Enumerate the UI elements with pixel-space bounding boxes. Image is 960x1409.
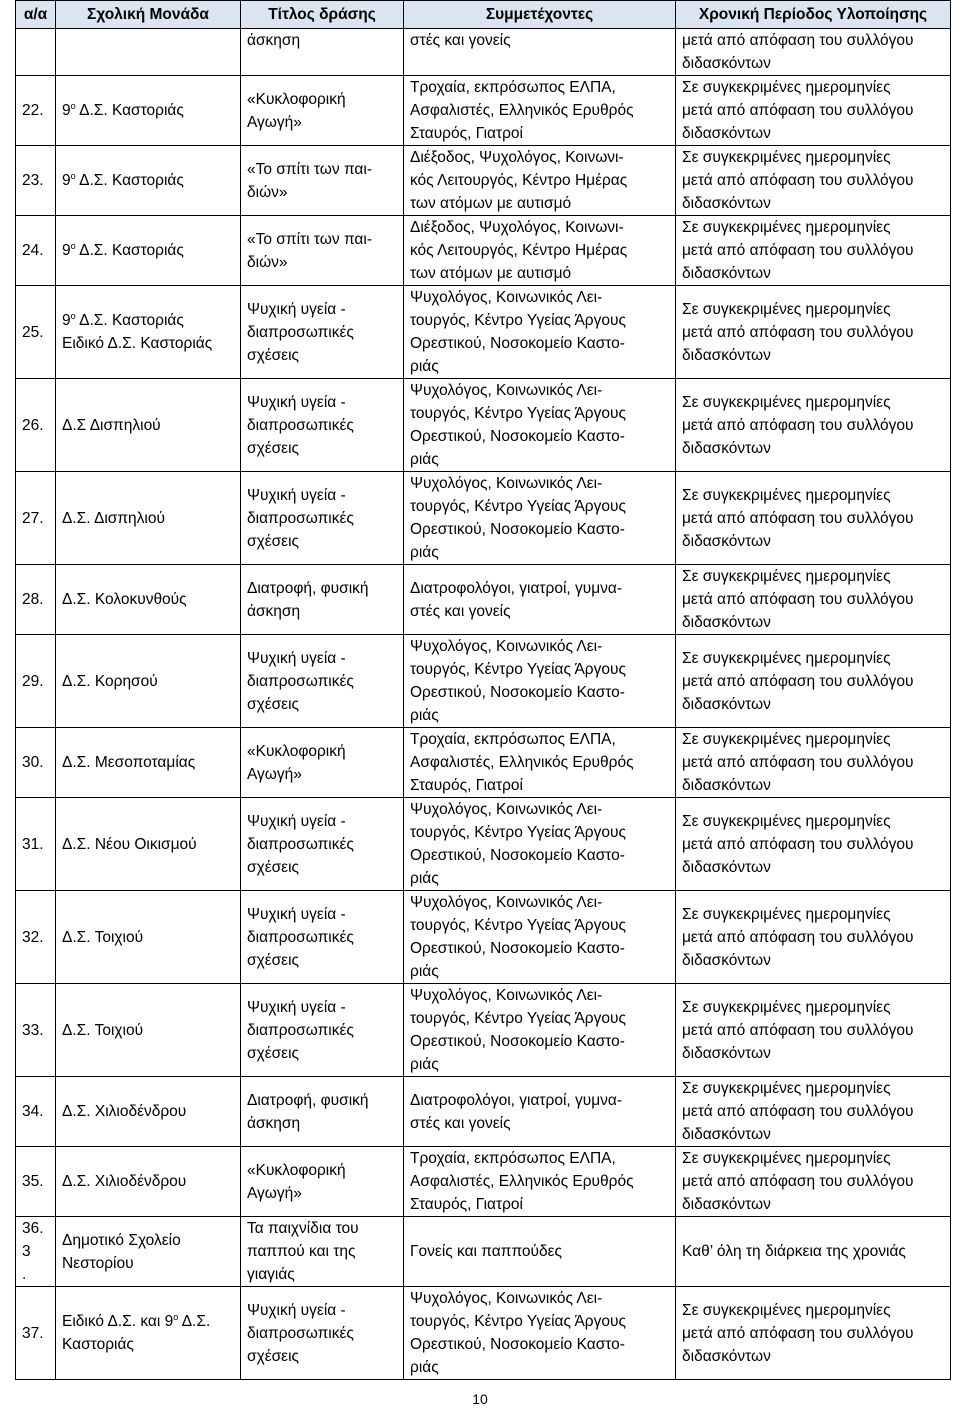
action-title: «Κυκλοφορική Αγωγή» bbox=[241, 76, 404, 146]
implementation-period: Σε συγκεκριμένες ημερομηνίες μετά από απόφαση του συλλόγου διδασκόντων bbox=[676, 379, 951, 472]
ordinal-superscript: ο bbox=[173, 1311, 179, 1322]
school-prefix: 9 bbox=[62, 172, 71, 189]
row-number: 28. bbox=[16, 565, 56, 635]
implementation-period: Σε συγκεκριμένες ημερομηνίες μετά από απόφαση του συλλόγου διδασκόντων bbox=[676, 216, 951, 286]
school-prefix: 9 bbox=[62, 242, 71, 259]
row-number: 34. bbox=[16, 1077, 56, 1147]
participants: Διατροφολόγοι, γιατροί, γυμνα- στές και γονείς bbox=[404, 565, 676, 635]
participants: Τροχαία, εκπρόσωπος ΕΛΠΑ, Ασφαλιστές, Ελληνικός Ερυθρός Σταυρός, Γιατροί bbox=[404, 728, 676, 798]
implementation-period: Σε συγκεκριμένες ημερομηνίες μετά από απόφαση του συλλόγου διδασκόντων bbox=[676, 1077, 951, 1147]
row-number: 27. bbox=[16, 472, 56, 565]
school-name bbox=[56, 1287, 241, 1380]
implementation-period: Σε συγκεκριμένες ημερομηνίες μετά από απόφαση του συλλόγου διδασκόντων bbox=[676, 1147, 951, 1217]
continuation-participants: στές και γονείς bbox=[404, 29, 676, 76]
participants: Ψυχολόγος, Κοινωνικός Λει- τουργός, Κέντρο Υγείας Άργους Ορεστικού, Νοσοκομείο Καστο- ριάς bbox=[404, 798, 676, 891]
page-number: 10 bbox=[472, 1391, 488, 1407]
row-number: 36. 3 . bbox=[16, 1217, 56, 1287]
activities-table-page bbox=[15, 0, 951, 1380]
school-label: Δ.Σ. Τοιχιού bbox=[62, 928, 144, 946]
participants: Ψυχολόγος, Κοινωνικός Λει- τουργός, Κέντρο Υγείας Άργους Ορεστικού, Νοσοκομείο Καστο- ριάς bbox=[404, 984, 676, 1077]
participants: Ψυχολόγος, Κοινωνικός Λει- τουργός, Κέντρο Υγείας Άργους Ορεστικού, Νοσοκομείο Καστο- ριάς bbox=[404, 379, 676, 472]
participants: Ψυχολόγος, Κοινωνικός Λει- τουργός, Κέντρο Υγείας Άργους Ορεστικού, Νοσοκομείο Καστο- ριάς bbox=[404, 1287, 676, 1380]
ordinal-superscript: ο bbox=[70, 240, 76, 251]
school-label: Δ.Σ. Χιλιοδένδρου bbox=[62, 1103, 187, 1120]
implementation-period: Σε συγκεκριμένες ημερομηνίες μετά από απόφαση του συλλόγου διδασκόντων bbox=[676, 635, 951, 728]
action-title: Ψυχική υγεία - διαπροσωπικές σχέσεις bbox=[241, 379, 404, 472]
school-label: Δημοτικό Σχολείο Νεστορίου bbox=[62, 1231, 181, 1272]
implementation-period: Σε συγκεκριμένες ημερομηνίες μετά από απόφαση του συλλόγου διδασκόντων bbox=[676, 146, 951, 216]
participants: Ψυχολόγος, Κοινωνικός Λει- τουργός, Κέντρο Υγείας Άργους Ορεστικού, Νοσοκομείο Καστο- ριάς bbox=[404, 472, 676, 565]
school-name bbox=[56, 1217, 241, 1287]
school-label: Δ.Σ. Καστοριάς bbox=[75, 102, 184, 119]
header-title: Τίτλος δράσης bbox=[241, 1, 404, 29]
table-row bbox=[16, 565, 951, 635]
school-name bbox=[56, 1147, 241, 1217]
table-row bbox=[16, 1077, 951, 1147]
implementation-period: Σε συγκεκριμένες ημερομηνίες μετά από απόφαση του συλλόγου διδασκόντων bbox=[676, 76, 951, 146]
header-num: α/α bbox=[16, 1, 56, 29]
school-name bbox=[56, 472, 241, 565]
implementation-period: Σε συγκεκριμένες ημερομηνίες μετά από απόφαση του συλλόγου διδασκόντων bbox=[676, 472, 951, 565]
action-title: Διατροφή, φυσική άσκηση bbox=[241, 1077, 404, 1147]
ordinal-superscript: ο bbox=[70, 170, 76, 181]
participants: Διέξοδος, Ψυχολόγος, Κοινωνι- κός Λειτουργός, Κέντρο Ημέρας των ατόμων με αυτισμό bbox=[404, 216, 676, 286]
row-number: 23. bbox=[16, 146, 56, 216]
row-number: 25. bbox=[16, 286, 56, 379]
school-label: Δ.Σ. Τοιχιού bbox=[62, 1021, 144, 1039]
school-name bbox=[56, 76, 241, 146]
table-row bbox=[16, 984, 951, 1077]
school-label: Δ.Σ. Καστοριάς Ειδικό Δ.Σ. Καστοριάς bbox=[62, 312, 213, 352]
action-title: «Το σπίτι των παι- διών» bbox=[241, 216, 404, 286]
action-title: Ψυχική υγεία - διαπροσωπικές σχέσεις bbox=[241, 984, 404, 1077]
school-name bbox=[56, 1077, 241, 1147]
participants: Διέξοδος, Ψυχολόγος, Κοινωνι- κός Λειτουργός, Κέντρο Ημέρας των ατόμων με αυτισμό bbox=[404, 146, 676, 216]
action-title: Διατροφή, φυσική άσκηση bbox=[241, 565, 404, 635]
school-label: Δ.Σ. Καστοριάς bbox=[75, 242, 184, 259]
school-label: Δ.Σ. Νέου Οικισμού bbox=[62, 835, 197, 853]
row-number: 31. bbox=[16, 798, 56, 891]
action-title: Ψυχική υγεία - διαπροσωπικές σχέσεις bbox=[241, 286, 404, 379]
school-name bbox=[56, 565, 241, 635]
implementation-period: Καθ’ όλη τη διάρκεια της χρονιάς bbox=[676, 1217, 951, 1287]
school-name bbox=[56, 286, 241, 379]
school-prefix: 9 bbox=[62, 102, 71, 119]
table-row bbox=[16, 146, 951, 216]
ordinal-superscript: ο bbox=[70, 100, 76, 111]
action-title: «Κυκλοφορική Αγωγή» bbox=[241, 728, 404, 798]
school-label: Δ.Σ. Χιλιοδένδρου bbox=[62, 1173, 187, 1190]
participants: Ψυχολόγος, Κοινωνικός Λει- τουργός, Κέντρο Υγείας Άργους Ορεστικού, Νοσοκομείο Καστο- ριάς bbox=[404, 286, 676, 379]
school-label: Δ.Σ. Κορησού bbox=[62, 672, 158, 690]
action-title: Ψυχική υγεία - διαπροσωπικές σχέσεις bbox=[241, 1287, 404, 1380]
school-prefix: 9 bbox=[62, 312, 71, 329]
implementation-period: Σε συγκεκριμένες ημερομηνίες μετά από απόφαση του συλλόγου διδασκόντων bbox=[676, 565, 951, 635]
activities-table bbox=[15, 0, 951, 1380]
action-title: «Το σπίτι των παι- διών» bbox=[241, 146, 404, 216]
table-row bbox=[16, 286, 951, 379]
table-row bbox=[16, 472, 951, 565]
implementation-period: Σε συγκεκριμένες ημερομηνίες μετά από απόφαση του συλλόγου διδασκόντων bbox=[676, 798, 951, 891]
implementation-period: Σε συγκεκριμένες ημερομηνίες μετά από απόφαση του συλλόγου διδασκόντων bbox=[676, 728, 951, 798]
table-row bbox=[16, 891, 951, 984]
table-row bbox=[16, 798, 951, 891]
table-row bbox=[16, 216, 951, 286]
action-title: «Κυκλοφορική Αγωγή» bbox=[241, 1147, 404, 1217]
row-number: 26. bbox=[16, 379, 56, 472]
participants: Τροχαία, εκπρόσωπος ΕΛΠΑ, Ασφαλιστές, Ελληνικός Ερυθρός Σταυρός, Γιατροί bbox=[404, 1147, 676, 1217]
row-number: 29. bbox=[16, 635, 56, 728]
table-row bbox=[16, 635, 951, 728]
school-name bbox=[56, 379, 241, 472]
school-label: Δ.Σ. Καστοριάς bbox=[62, 1313, 211, 1353]
school-name bbox=[56, 216, 241, 286]
participants: Διατροφολόγοι, γιατροί, γυμνα- στές και γονείς bbox=[404, 1077, 676, 1147]
table-row bbox=[16, 379, 951, 472]
row-number: 30. bbox=[16, 728, 56, 798]
implementation-period: Σε συγκεκριμένες ημερομηνίες μετά από απόφαση του συλλόγου διδασκόντων bbox=[676, 891, 951, 984]
continuation-num bbox=[16, 29, 56, 76]
school-name bbox=[56, 798, 241, 891]
header-school: Σχολική Μονάδα bbox=[56, 1, 241, 29]
row-number: 32. bbox=[16, 891, 56, 984]
school-name bbox=[56, 984, 241, 1077]
ordinal-superscript: ο bbox=[70, 310, 76, 321]
participants: Ψυχολόγος, Κοινωνικός Λει- τουργός, Κέντρο Υγείας Άργους Ορεστικού, Νοσοκομείο Καστο- ριάς bbox=[404, 635, 676, 728]
school-label: Δ.Σ. Μεσοποταμίας bbox=[62, 754, 196, 771]
header-period: Χρονική Περίοδος Υλοποίησης bbox=[676, 1, 951, 29]
row-number: 22. bbox=[16, 76, 56, 146]
table-row bbox=[16, 728, 951, 798]
implementation-period: Σε συγκεκριμένες ημερομηνίες μετά από απόφαση του συλλόγου διδασκόντων bbox=[676, 984, 951, 1077]
school-label: Δ.Σ Δισπηλιού bbox=[62, 416, 161, 434]
implementation-period: Σε συγκεκριμένες ημερομηνίες μετά από απόφαση του συλλόγου διδασκόντων bbox=[676, 286, 951, 379]
school-name bbox=[56, 146, 241, 216]
continuation-school bbox=[56, 29, 241, 76]
participants: Γονείς και παππούδες bbox=[404, 1217, 676, 1287]
row-number: 33. bbox=[16, 984, 56, 1077]
row-number: 35. bbox=[16, 1147, 56, 1217]
school-label: Δ.Σ. Δισπηλιού bbox=[62, 509, 165, 527]
table-row bbox=[16, 1147, 951, 1217]
school-name bbox=[56, 635, 241, 728]
participants: Τροχαία, εκπρόσωπος ΕΛΠΑ, Ασφαλιστές, Ελληνικός Ερυθρός Σταυρός, Γιατροί bbox=[404, 76, 676, 146]
continuation-period: μετά από απόφαση του συλλόγου διδασκόντων bbox=[676, 29, 951, 76]
school-prefix: Ειδικό Δ.Σ. και 9 bbox=[62, 1313, 174, 1330]
header-participants: Συμμετέχοντες bbox=[404, 1, 676, 29]
action-title: Ψυχική υγεία - διαπροσωπικές σχέσεις bbox=[241, 891, 404, 984]
table-row bbox=[16, 1217, 951, 1287]
row-number: 24. bbox=[16, 216, 56, 286]
school-name bbox=[56, 891, 241, 984]
table-row bbox=[16, 76, 951, 146]
school-label: Δ.Σ. Κολοκυνθούς bbox=[62, 591, 187, 608]
action-title: Τα παιχνίδια του παππού και της γιαγιάς bbox=[241, 1217, 404, 1287]
table-row bbox=[16, 1287, 951, 1380]
continuation-title: άσκηση bbox=[241, 29, 404, 76]
school-name bbox=[56, 728, 241, 798]
continuation-row bbox=[16, 29, 951, 76]
row-number: 37. bbox=[16, 1287, 56, 1380]
participants: Ψυχολόγος, Κοινωνικός Λει- τουργός, Κέντρο Υγείας Άργους Ορεστικού, Νοσοκομείο Καστο- ριάς bbox=[404, 891, 676, 984]
implementation-period: Σε συγκεκριμένες ημερομηνίες μετά από απόφαση του συλλόγου διδασκόντων bbox=[676, 1287, 951, 1380]
action-title: Ψυχική υγεία - διαπροσωπικές σχέσεις bbox=[241, 635, 404, 728]
action-title: Ψυχική υγεία - διαπροσωπικές σχέσεις bbox=[241, 472, 404, 565]
school-label: Δ.Σ. Καστοριάς bbox=[75, 172, 184, 189]
action-title: Ψυχική υγεία - διαπροσωπικές σχέσεις bbox=[241, 798, 404, 891]
table-header-row bbox=[16, 1, 951, 29]
